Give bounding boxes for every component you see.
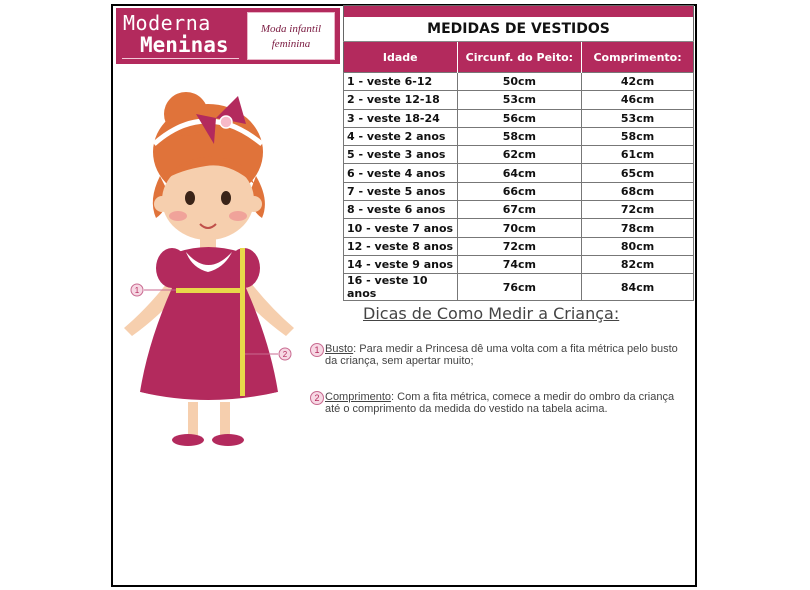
sleeve-left (156, 248, 188, 288)
logo-tagline-2: feminina (271, 38, 311, 50)
cheek-right (229, 211, 247, 221)
tip-body-length: : Com a fita métrica, comece a medir do ombro da criança até o comprimento da medida do vestido na tabela acima. (325, 391, 675, 415)
cell-length: 42cm (582, 73, 694, 91)
cell-length: 84cm (582, 274, 694, 301)
cell-length: 58cm (582, 127, 694, 145)
ear-right (246, 196, 262, 212)
cell-age: 2 - veste 12-18 (344, 91, 458, 109)
cell-length: 65cm (582, 164, 694, 182)
cell-length: 78cm (582, 219, 694, 237)
tip-bust (310, 343, 690, 367)
table-row (344, 219, 694, 237)
cell-length: 80cm (582, 237, 694, 255)
cell-age: 14 - veste 9 anos (344, 255, 458, 273)
cell-age: 6 - veste 4 anos (344, 164, 458, 182)
cell-chest: 50cm (457, 73, 582, 91)
eye-left (185, 191, 195, 205)
cell-length: 72cm (582, 201, 694, 219)
cell-chest: 66cm (457, 182, 582, 200)
cell-chest: 58cm (457, 127, 582, 145)
cell-age: 3 - veste 18-24 (344, 109, 458, 127)
tape-length (240, 248, 245, 396)
table-row (344, 146, 694, 164)
size-table (343, 5, 694, 301)
cell-length: 82cm (582, 255, 694, 273)
cell-age: 7 - veste 5 anos (344, 182, 458, 200)
cell-chest: 76cm (457, 274, 582, 301)
tip-number-2: 2 (310, 391, 324, 405)
table-row (344, 127, 694, 145)
cell-chest: 70cm (457, 219, 582, 237)
cell-age: 4 - veste 2 anos (344, 127, 458, 145)
cell-chest: 72cm (457, 237, 582, 255)
table-title: MEDIDAS DE VESTIDOS (344, 17, 694, 42)
cell-age: 1 - veste 6-12 (344, 73, 458, 91)
cell-chest: 74cm (457, 255, 582, 273)
cell-length: 68cm (582, 182, 694, 200)
cell-age: 8 - veste 6 anos (344, 201, 458, 219)
cell-age: 5 - veste 3 anos (344, 146, 458, 164)
table-row (344, 109, 694, 127)
logo-line-2: Meninas (140, 33, 229, 57)
tip-key-length: Comprimento (325, 391, 392, 403)
tip-body-bust: : Para medir a Princesa dê uma volta com a fita métrica pelo busto da criança, sem apertar muito; (325, 343, 678, 367)
cheek-left (169, 211, 187, 221)
tip-key-bust: Busto (325, 343, 354, 355)
header-chest: Circunf. do Peito: (457, 42, 582, 73)
girl-illustration (120, 92, 305, 457)
logo-line-1: Moderna (123, 11, 211, 35)
tip-number-1: 1 (310, 343, 324, 357)
logo-rule (122, 58, 239, 59)
tips-title: Dicas de Como Medir a Criança: (363, 304, 620, 323)
table-row (344, 201, 694, 219)
cell-length: 53cm (582, 109, 694, 127)
cell-chest: 64cm (457, 164, 582, 182)
table-row (344, 237, 694, 255)
logo-tagline-1: Moda infantil (260, 23, 322, 35)
cell-chest: 56cm (457, 109, 582, 127)
brand-logo (116, 8, 340, 64)
leg-right (220, 402, 230, 436)
cell-age: 12 - veste 8 anos (344, 237, 458, 255)
marker-2-label: 2 (282, 350, 288, 359)
header-age: Idade (344, 42, 458, 73)
shoe-right (212, 434, 244, 446)
cell-age: 10 - veste 7 anos (344, 219, 458, 237)
tip-text-1 (325, 343, 690, 367)
cell-chest: 67cm (457, 201, 582, 219)
tape-bust (176, 288, 244, 293)
marker-1-label: 1 (134, 286, 140, 295)
leg-left (188, 402, 198, 436)
table-row (344, 73, 694, 91)
table-row (344, 274, 694, 301)
tip-text-2 (325, 391, 690, 415)
bow-knot (220, 116, 232, 128)
cell-age: 16 - veste 10 anos (344, 274, 458, 301)
table-row (344, 91, 694, 109)
tip-length (310, 391, 690, 415)
eye-right (221, 191, 231, 205)
header-length: Comprimento: (582, 42, 694, 73)
cell-chest: 62cm (457, 146, 582, 164)
cell-chest: 53cm (457, 91, 582, 109)
table-row (344, 164, 694, 182)
girl-drawing (120, 92, 305, 452)
logo-tagline-box (247, 12, 335, 60)
cell-length: 46cm (582, 91, 694, 109)
table-top-band (344, 6, 694, 18)
table-row (344, 182, 694, 200)
logo-wordmark (116, 8, 244, 64)
ear-left (154, 196, 170, 212)
shoe-left (172, 434, 204, 446)
cell-length: 61cm (582, 146, 694, 164)
table-row (344, 255, 694, 273)
